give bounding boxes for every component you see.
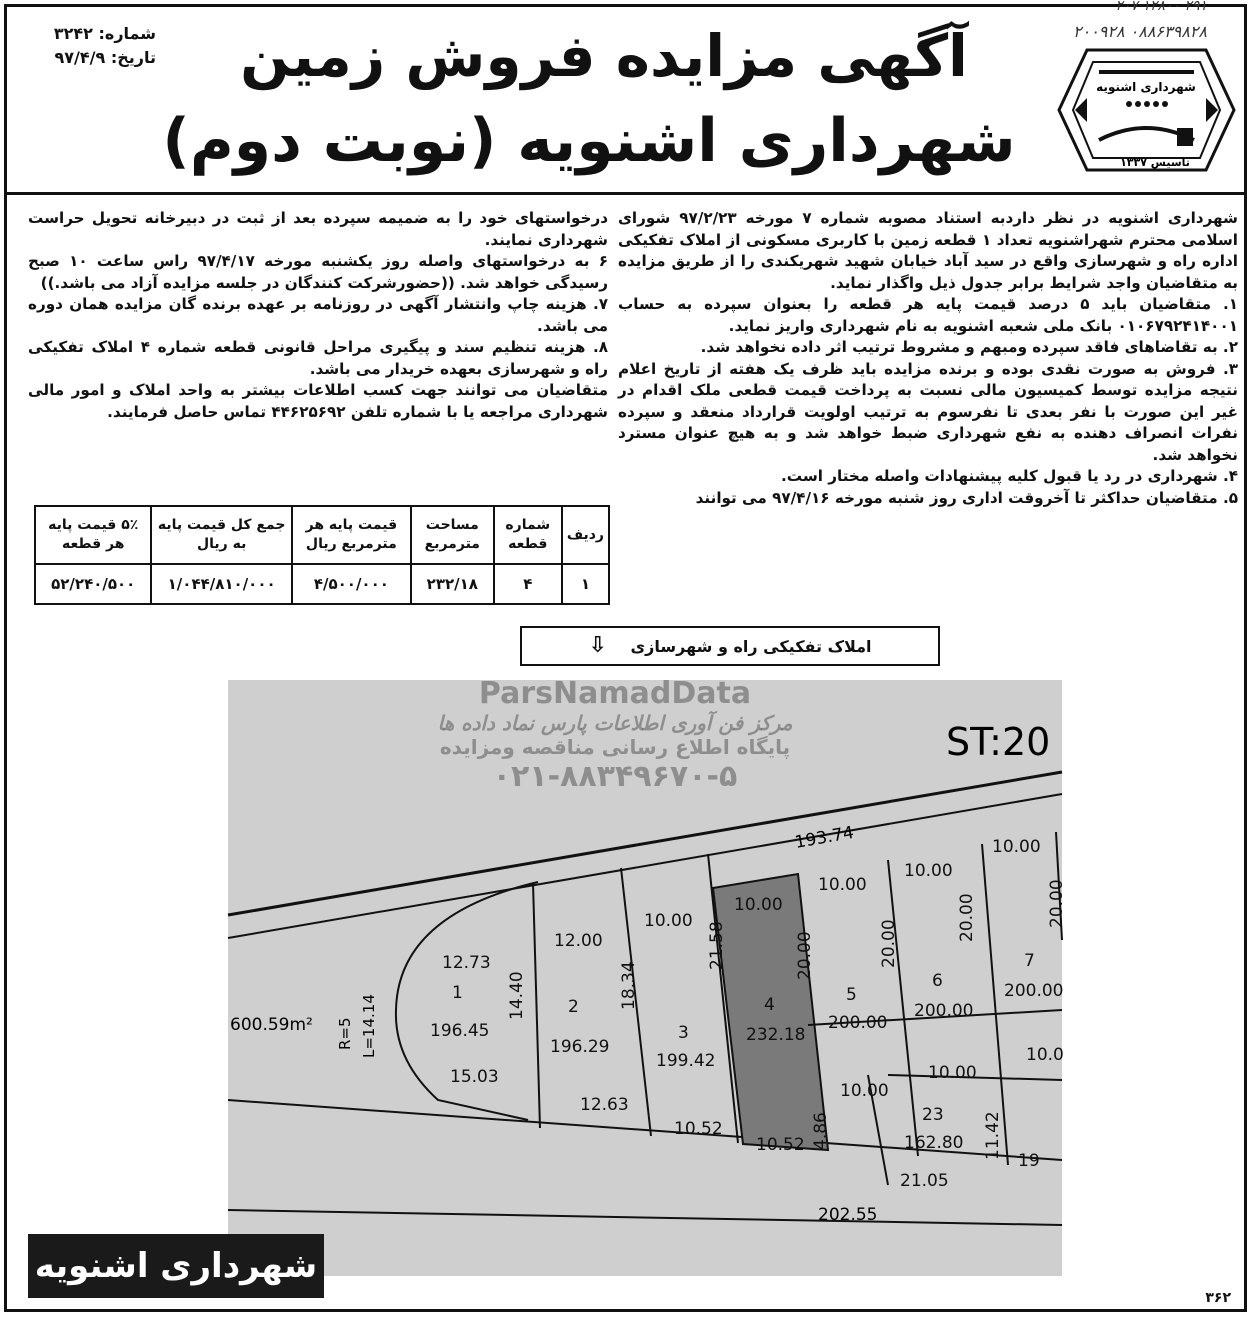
- page-number: ۳۶۲: [1205, 1290, 1231, 1306]
- lot-label: 10.0: [1026, 1045, 1064, 1065]
- lot-label: 6: [932, 971, 943, 991]
- lot-label: 11.42: [983, 1111, 1003, 1160]
- lot-label: 232.18: [746, 1025, 806, 1045]
- watermark-line2: پایگاه اطلاع رسانی مناقصه ومزایده: [439, 735, 791, 759]
- lot-label: 10.52: [674, 1119, 723, 1139]
- ad-date: تاریخ: ۹۷/۴/۹: [54, 48, 156, 67]
- body-column-right: [618, 208, 1238, 509]
- condition-7: ۷. هزینه چاپ وانتشار آگهی در روزنامه بر عهده برنده گان مزایده همان دوره می باشد.: [28, 295, 608, 335]
- price-table-header-row: [35, 506, 609, 564]
- table-header: ۵٪ قیمت پایه هر قطعه: [35, 506, 151, 564]
- paragraph-intro: شهرداری اشنویه در نظر داردبه استناد مصوبه شماره ۷ مورخه ۹۷/۲/۲۳ شورای اسلامی محترم شهراشنویه تعداد ۱ قطعه زمین با کاربری مسکونی از املاک تفکیکی اداره راه و شهرسازی واقع در سید آباد خیابان شهید شهریکندی را از طریق مزایده به متقاضیان واجد شرایط برابر جدول ذیل واگذار نماید.: [618, 209, 1238, 292]
- logo-founded-text: تاسیس ۱۳۳۷: [1120, 156, 1190, 169]
- lot-label: 196.45: [430, 1021, 490, 1041]
- lot-label: 20.00: [1047, 879, 1067, 928]
- lot-label: 10.00: [840, 1081, 889, 1101]
- curve-radius-label: R=5: [336, 1017, 354, 1050]
- body-column-left: [28, 208, 608, 423]
- condition-5-continued: درخواستهای خود را به ضمیمه سپرده بعد از ثبت در دبیرخانه تحویل حراست شهرداری نمایند.: [28, 209, 608, 249]
- condition-2: ۲. به تقاضاهای فاقد سپرده ومبهم و مشروط ترتیب اثر داده نخواهد شد.: [700, 338, 1238, 356]
- lot-label: 200.00: [914, 1001, 974, 1021]
- municipality-logo: [1059, 44, 1234, 176]
- condition-1: ۱. متقاضیان باید ۵ درصد قیمت پایه هر قطعه را بعنوان سپرده به حساب ۰۱۰۶۷۹۲۴۱۴۰۰۱ بانک ملی شعبه اشنویه به نام شهرداری واریز نماید.: [618, 295, 1238, 335]
- table-cell: ۴: [494, 564, 562, 604]
- condition-5: ۵. متقاضیان حداکثر تا آخروقت اداری روز شنبه مورخه ۹۷/۴/۱۶ می توانند: [695, 488, 1238, 507]
- lot-label: 12.63: [580, 1095, 629, 1115]
- lot-label: 7: [1024, 951, 1035, 971]
- table-cell: ۵۲/۲۴۰/۵۰۰: [35, 564, 151, 604]
- table-row: [35, 564, 609, 604]
- price-table: [34, 505, 610, 605]
- lot-label: 23: [922, 1105, 944, 1125]
- table-header: ردیف: [562, 506, 609, 564]
- watermark-line1: مرکز فن آوری اطلاعات پارس نماد داده ها: [437, 711, 793, 735]
- lot-label: 200.00: [828, 1013, 888, 1033]
- lot-label: 2: [568, 997, 579, 1017]
- lot-label: 10.00: [818, 875, 867, 895]
- watermark-brand: ParsNamadData: [478, 676, 752, 711]
- lot-label: 12.00: [554, 931, 603, 951]
- ad-number: شماره: ۳۲۴۲: [53, 24, 156, 43]
- lot-label: 20.00: [957, 893, 977, 942]
- lot-label: 10.00: [992, 837, 1041, 857]
- lot-label: 199.42: [656, 1051, 716, 1071]
- table-cell: ۴/۵۰۰/۰۰۰: [292, 564, 411, 604]
- lot-label: 10.00: [904, 861, 953, 881]
- logo-org-text: شهرداری اشنویه: [1096, 80, 1196, 94]
- lot-label: 20.00: [795, 931, 815, 980]
- condition-8: ۸. هزینه تنظیم سند و پیگیری مراحل قانونی قطعه شماره ۴ املاک تفکیکی راه و شهرسازی بعهده خریدار می باشد.: [28, 338, 608, 378]
- table-header: جمع کل قیمت پایه به ریال: [151, 506, 291, 564]
- lot-label: 1: [452, 983, 463, 1003]
- lot-label: 21.05: [900, 1171, 949, 1191]
- ad-title-line2: شهرداری اشنویه (نوبت دوم): [162, 106, 1016, 176]
- map-caption-text: املاک تفکیکی راه و شهرسازی: [630, 637, 872, 656]
- lot-label: 200.00: [1004, 981, 1064, 1001]
- lot-label: 18.34: [619, 961, 639, 1010]
- street-label: ST:20: [946, 720, 1051, 764]
- down-arrow-icon: ⇩: [588, 633, 607, 658]
- lot-label: 14.40: [507, 971, 527, 1020]
- map-caption: [520, 626, 940, 666]
- lot-label: 4.86: [811, 1112, 831, 1150]
- lot-label: 196.29: [550, 1037, 610, 1057]
- left-area-label: 600.59m²: [230, 1015, 313, 1035]
- lot-label: 12.73: [442, 953, 491, 973]
- lot-label: 162.80: [904, 1133, 964, 1153]
- table-cell: ۱/۰۴۴/۸۱۰/۰۰۰: [151, 564, 291, 604]
- ad-title-line1: آگهی مزایده فروش زمین: [240, 22, 968, 90]
- top-length-label: 193.74: [793, 822, 856, 853]
- table-cell: ۱: [562, 564, 609, 604]
- lot-label: 19: [1018, 1151, 1040, 1171]
- lot-label: 3: [678, 1023, 689, 1043]
- handwritten-note-top: ۲۰۷ ۱۲۸۰۰ ۲۹۱: [1115, 0, 1207, 14]
- lot-label: 4: [764, 995, 775, 1015]
- condition-4: ۴. شهرداری در رد یا قبول کلیه پیشنهادات واصله مختار است.: [780, 467, 1238, 485]
- watermark: [380, 676, 850, 794]
- lot-label: 10.52: [756, 1135, 805, 1155]
- condition-6: ۶ به درخواستهای واصله روز یکشنبه مورخه ۹۷/۴/۱۷ راس ساعت ۱۰ صبح رسیدگی خواهد شد. ((حضورشرکت کنندگان در جلسه مزایده آزاد می باشد.)): [28, 252, 609, 292]
- contact-note: متقاضیان می توانند جهت کسب اطلاعات بیشتر به واحد املاک و امور مالی شهرداری مراجعه یا با شماره تلفن ۴۴۶۲۵۶۹۲ تماس حاصل فرمایند.: [28, 381, 608, 421]
- ad-header: [4, 0, 1247, 195]
- condition-3: ۳. فروش به صورت نقدی بوده و برنده مزایده باید ظرف یک هفته از تاریخ اعلام نتیجه مزایده توسط کمیسیون مالی نسبت به پرداخت قیمت قطعی ملک اقدام در غیر این صورت با نفر بعدی تا نفرسوم به ترتیب اولویت قرارداد منعقد و سپرده نفرات انصراف دهنده به نفع شهرداری ضبط خواهد شد و به هیچ عنوان مسترد نخواهد شد.: [618, 359, 1238, 464]
- lot-label: 10.00: [734, 895, 783, 915]
- table-header: مساحت مترمربع: [411, 506, 494, 564]
- footer-org-label: شهرداری اشنویه: [28, 1234, 324, 1298]
- lot-label: 15.03: [450, 1067, 499, 1087]
- lot-label: 21.58: [707, 921, 727, 970]
- lot-label: 10.00: [644, 911, 693, 931]
- table-cell: ۲۳۲/۱۸: [411, 564, 494, 604]
- lot-label: 10.00: [928, 1063, 977, 1083]
- ad-meta: [16, 22, 156, 70]
- watermark-phone: ۰۲۱-۸۸۳۴۹۶۷۰-۵: [492, 759, 738, 794]
- bottom-length-label: 202.55: [818, 1205, 878, 1225]
- lot-label: 5: [846, 985, 857, 1005]
- curve-length-label: L=14.14: [360, 994, 378, 1058]
- table-header: شماره قطعه: [494, 506, 562, 564]
- handwritten-phone: ۲۰۰۹۲۸ ۰۸۸۶۳۹۸۲۸: [1073, 22, 1207, 41]
- lot-label: 20.00: [879, 919, 899, 968]
- table-header: قیمت پایه هر مترمربع ریال: [292, 506, 411, 564]
